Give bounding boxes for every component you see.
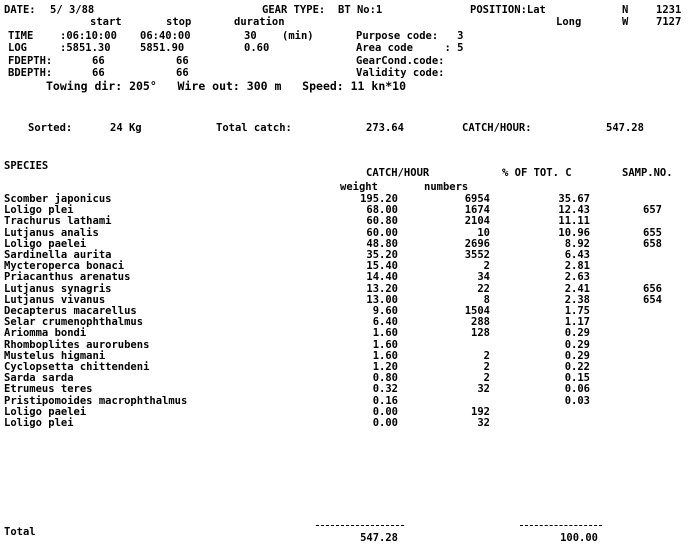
sample-number: 656 — [643, 282, 662, 295]
catch-numbers: 8 — [483, 293, 490, 306]
time-duration: 30 — [244, 30, 257, 42]
catch-weight: 0.80 — [372, 372, 398, 385]
catch-weight: 60.80 — [366, 215, 398, 228]
percent-of-total: 0.15 — [564, 372, 590, 385]
species-name: Lutjanus synagris — [4, 282, 112, 295]
species-name: Lutjanus vivanus — [4, 293, 106, 306]
latitude-hemisphere: N — [622, 4, 629, 16]
species-name: Etrumeus teres — [4, 383, 93, 396]
catch-per-hour-label: CATCH/HOUR: — [462, 122, 532, 134]
date-value: 5/ 3/88 — [50, 4, 95, 16]
percent-of-total: 2.81 — [564, 260, 590, 273]
fdepth-stop: 66 — [176, 55, 189, 67]
catch-weight: 1.60 — [372, 327, 398, 340]
weight-column-header: weight — [340, 181, 378, 193]
latitude-value: 1231 — [656, 4, 682, 16]
catch-weight: 195.20 — [360, 193, 398, 205]
species-name: Sardinella aurita — [4, 249, 112, 261]
catch-weight: 6.40 — [372, 316, 398, 329]
total-weight: 547.28 — [360, 532, 398, 544]
catch-numbers: 10 — [477, 226, 490, 239]
catch-weight: 68.00 — [366, 204, 398, 217]
percent-of-total: 2.63 — [564, 271, 590, 284]
catch-weight: 48.80 — [366, 237, 398, 250]
catch-weight: 35.20 — [366, 249, 398, 261]
total-percent: 100.00 — [560, 532, 598, 544]
catch-numbers: 128 — [471, 327, 490, 340]
catch-weight: 0.00 — [372, 417, 398, 429]
catch-numbers: 32 — [477, 417, 490, 429]
longitude-hemisphere: W — [622, 16, 629, 28]
sample-number: 655 — [643, 226, 662, 239]
catch-weight: 0.16 — [372, 394, 398, 407]
log-distance: 0.60 — [244, 42, 270, 54]
time-label: TIME — [8, 30, 34, 42]
species-name: Mycteroperca bonaci — [4, 260, 125, 273]
species-name: Loligo plei — [4, 417, 74, 429]
species-name: Priacanthus arenatus — [4, 271, 131, 284]
date-label: DATE: — [4, 4, 36, 16]
sample-number: 658 — [643, 237, 662, 250]
catch-numbers: 34 — [477, 271, 490, 284]
validity-code: Validity code: — [356, 67, 445, 79]
towing-info: Towing dir: 205° Wire out: 300 m Speed: 11 kn*10 — [46, 79, 407, 93]
sorted-value: 24 Kg — [110, 122, 142, 134]
duration-column-header: duration — [234, 16, 285, 28]
fdepth-label: FDEPTH: — [8, 55, 53, 67]
total-label: Total — [4, 526, 36, 538]
sample-number: 657 — [643, 204, 662, 217]
catch-numbers: 3552 — [464, 249, 490, 261]
total-catch-value: 273.64 — [366, 122, 404, 134]
percent-of-total: 0.06 — [564, 383, 590, 396]
gear-type-value: BT No:1 — [338, 4, 383, 16]
catch-numbers: 2696 — [464, 237, 490, 250]
time-stop: 06:40:00 — [140, 30, 191, 42]
species-name: Mustelus higmani — [4, 349, 106, 362]
catch-weight: 1.20 — [372, 361, 398, 373]
numbers-column-header: numbers — [424, 181, 469, 193]
catch-per-hour-column-header: CATCH/HOUR — [366, 167, 430, 179]
catch-weight: 9.60 — [372, 305, 398, 317]
catch-weight: 15.40 — [366, 260, 398, 273]
percent-of-total: 12.43 — [558, 204, 590, 217]
longitude-value: 7127 — [656, 16, 682, 28]
catch-numbers: 2 — [483, 349, 490, 362]
catch-weight: 0.00 — [372, 405, 398, 418]
species-name: Decapterus macarellus — [4, 305, 137, 317]
catch-per-hour-value: 547.28 — [606, 122, 644, 134]
longitude-label: Long — [556, 16, 582, 28]
percent-of-total: 1.17 — [564, 316, 590, 329]
species-name: Lutjanus analis — [4, 226, 99, 239]
catch-numbers: 32 — [477, 383, 490, 396]
time-unit: (min) — [282, 30, 314, 42]
catch-numbers: 1504 — [464, 305, 490, 317]
species-column-header: SPECIES — [4, 160, 49, 172]
species-name: Loligo paelei — [4, 405, 87, 418]
catch-numbers: 2 — [483, 372, 490, 385]
total-catch-label: Total catch: — [216, 122, 292, 134]
catch-numbers: 6954 — [464, 193, 490, 205]
catch-weight: 13.20 — [366, 282, 398, 295]
bdepth-label: BDEPTH: — [8, 67, 53, 79]
percent-of-total: 0.29 — [564, 327, 590, 340]
fdepth-start: 66 — [92, 55, 105, 67]
species-name: Pristipomoides macrophthalmus — [4, 394, 188, 407]
catch-numbers: 2 — [483, 260, 490, 273]
species-name: Scomber japonicus — [4, 193, 112, 205]
percent-of-total: 0.03 — [564, 394, 590, 407]
percent-of-total: 0.29 — [564, 349, 590, 362]
weight-total-rule — [316, 525, 404, 526]
gear-condition-code: GearCond.code: — [356, 55, 445, 67]
catch-numbers: 192 — [471, 405, 490, 418]
percent-of-total: 1.75 — [564, 305, 590, 317]
species-name: Selar crumenophthalmus — [4, 316, 144, 329]
catch-weight: 13.00 — [366, 293, 398, 306]
sorted-label: Sorted: — [28, 122, 73, 134]
percent-of-total: 2.38 — [564, 293, 590, 306]
percent-of-total: 35.67 — [558, 193, 590, 205]
percent-of-total: 6.43 — [564, 249, 590, 261]
log-stop: 5851.90 — [140, 42, 185, 54]
start-column-header: start — [90, 16, 122, 28]
catch-numbers: 2104 — [464, 215, 490, 228]
percent-of-total: 8.92 — [564, 237, 590, 250]
species-name: Sarda sarda — [4, 372, 74, 385]
percent-of-total: 11.11 — [558, 215, 590, 228]
catch-numbers: 2 — [483, 361, 490, 373]
log-start: :5851.30 — [60, 42, 111, 54]
percent-total-rule — [520, 525, 602, 526]
species-name: Rhomboplites aurorubens — [4, 338, 150, 351]
time-start: :06:10:00 — [60, 30, 117, 42]
percent-of-total: 0.29 — [564, 338, 590, 351]
bdepth-stop: 66 — [176, 67, 189, 79]
percent-of-total: 2.41 — [564, 282, 590, 295]
sample-number: 654 — [643, 293, 662, 306]
bdepth-start: 66 — [92, 67, 105, 79]
catch-numbers: 1674 — [464, 204, 490, 217]
percent-of-total: 10.96 — [558, 226, 590, 239]
area-code: Area code : 5 — [356, 42, 464, 54]
catch-numbers: 288 — [471, 316, 490, 329]
stop-column-header: stop — [166, 16, 192, 28]
catch-weight: 1.60 — [372, 338, 398, 351]
species-name: Cyclopsetta chittendeni — [4, 361, 150, 373]
catch-weight: 1.60 — [372, 349, 398, 362]
species-name: Trachurus lathami — [4, 215, 112, 228]
species-name: Loligo paelei — [4, 237, 87, 250]
species-name: Ariomma bondi — [4, 327, 87, 340]
species-name: Loligo plei — [4, 204, 74, 217]
log-label: LOG — [8, 42, 27, 54]
percent-of-total: 0.22 — [564, 361, 590, 373]
catch-weight: 60.00 — [366, 226, 398, 239]
percent-of-total-column-header: % OF TOT. C — [502, 167, 572, 179]
sample-number-column-header: SAMP.NO. — [622, 167, 673, 179]
gear-type-label: GEAR TYPE: — [262, 4, 326, 16]
catch-weight: 14.40 — [366, 271, 398, 284]
catch-numbers: 22 — [477, 282, 490, 295]
position-label: POSITION:Lat — [470, 4, 546, 16]
catch-weight: 0.32 — [372, 383, 398, 396]
purpose-code: Purpose code: 3 — [356, 30, 464, 42]
